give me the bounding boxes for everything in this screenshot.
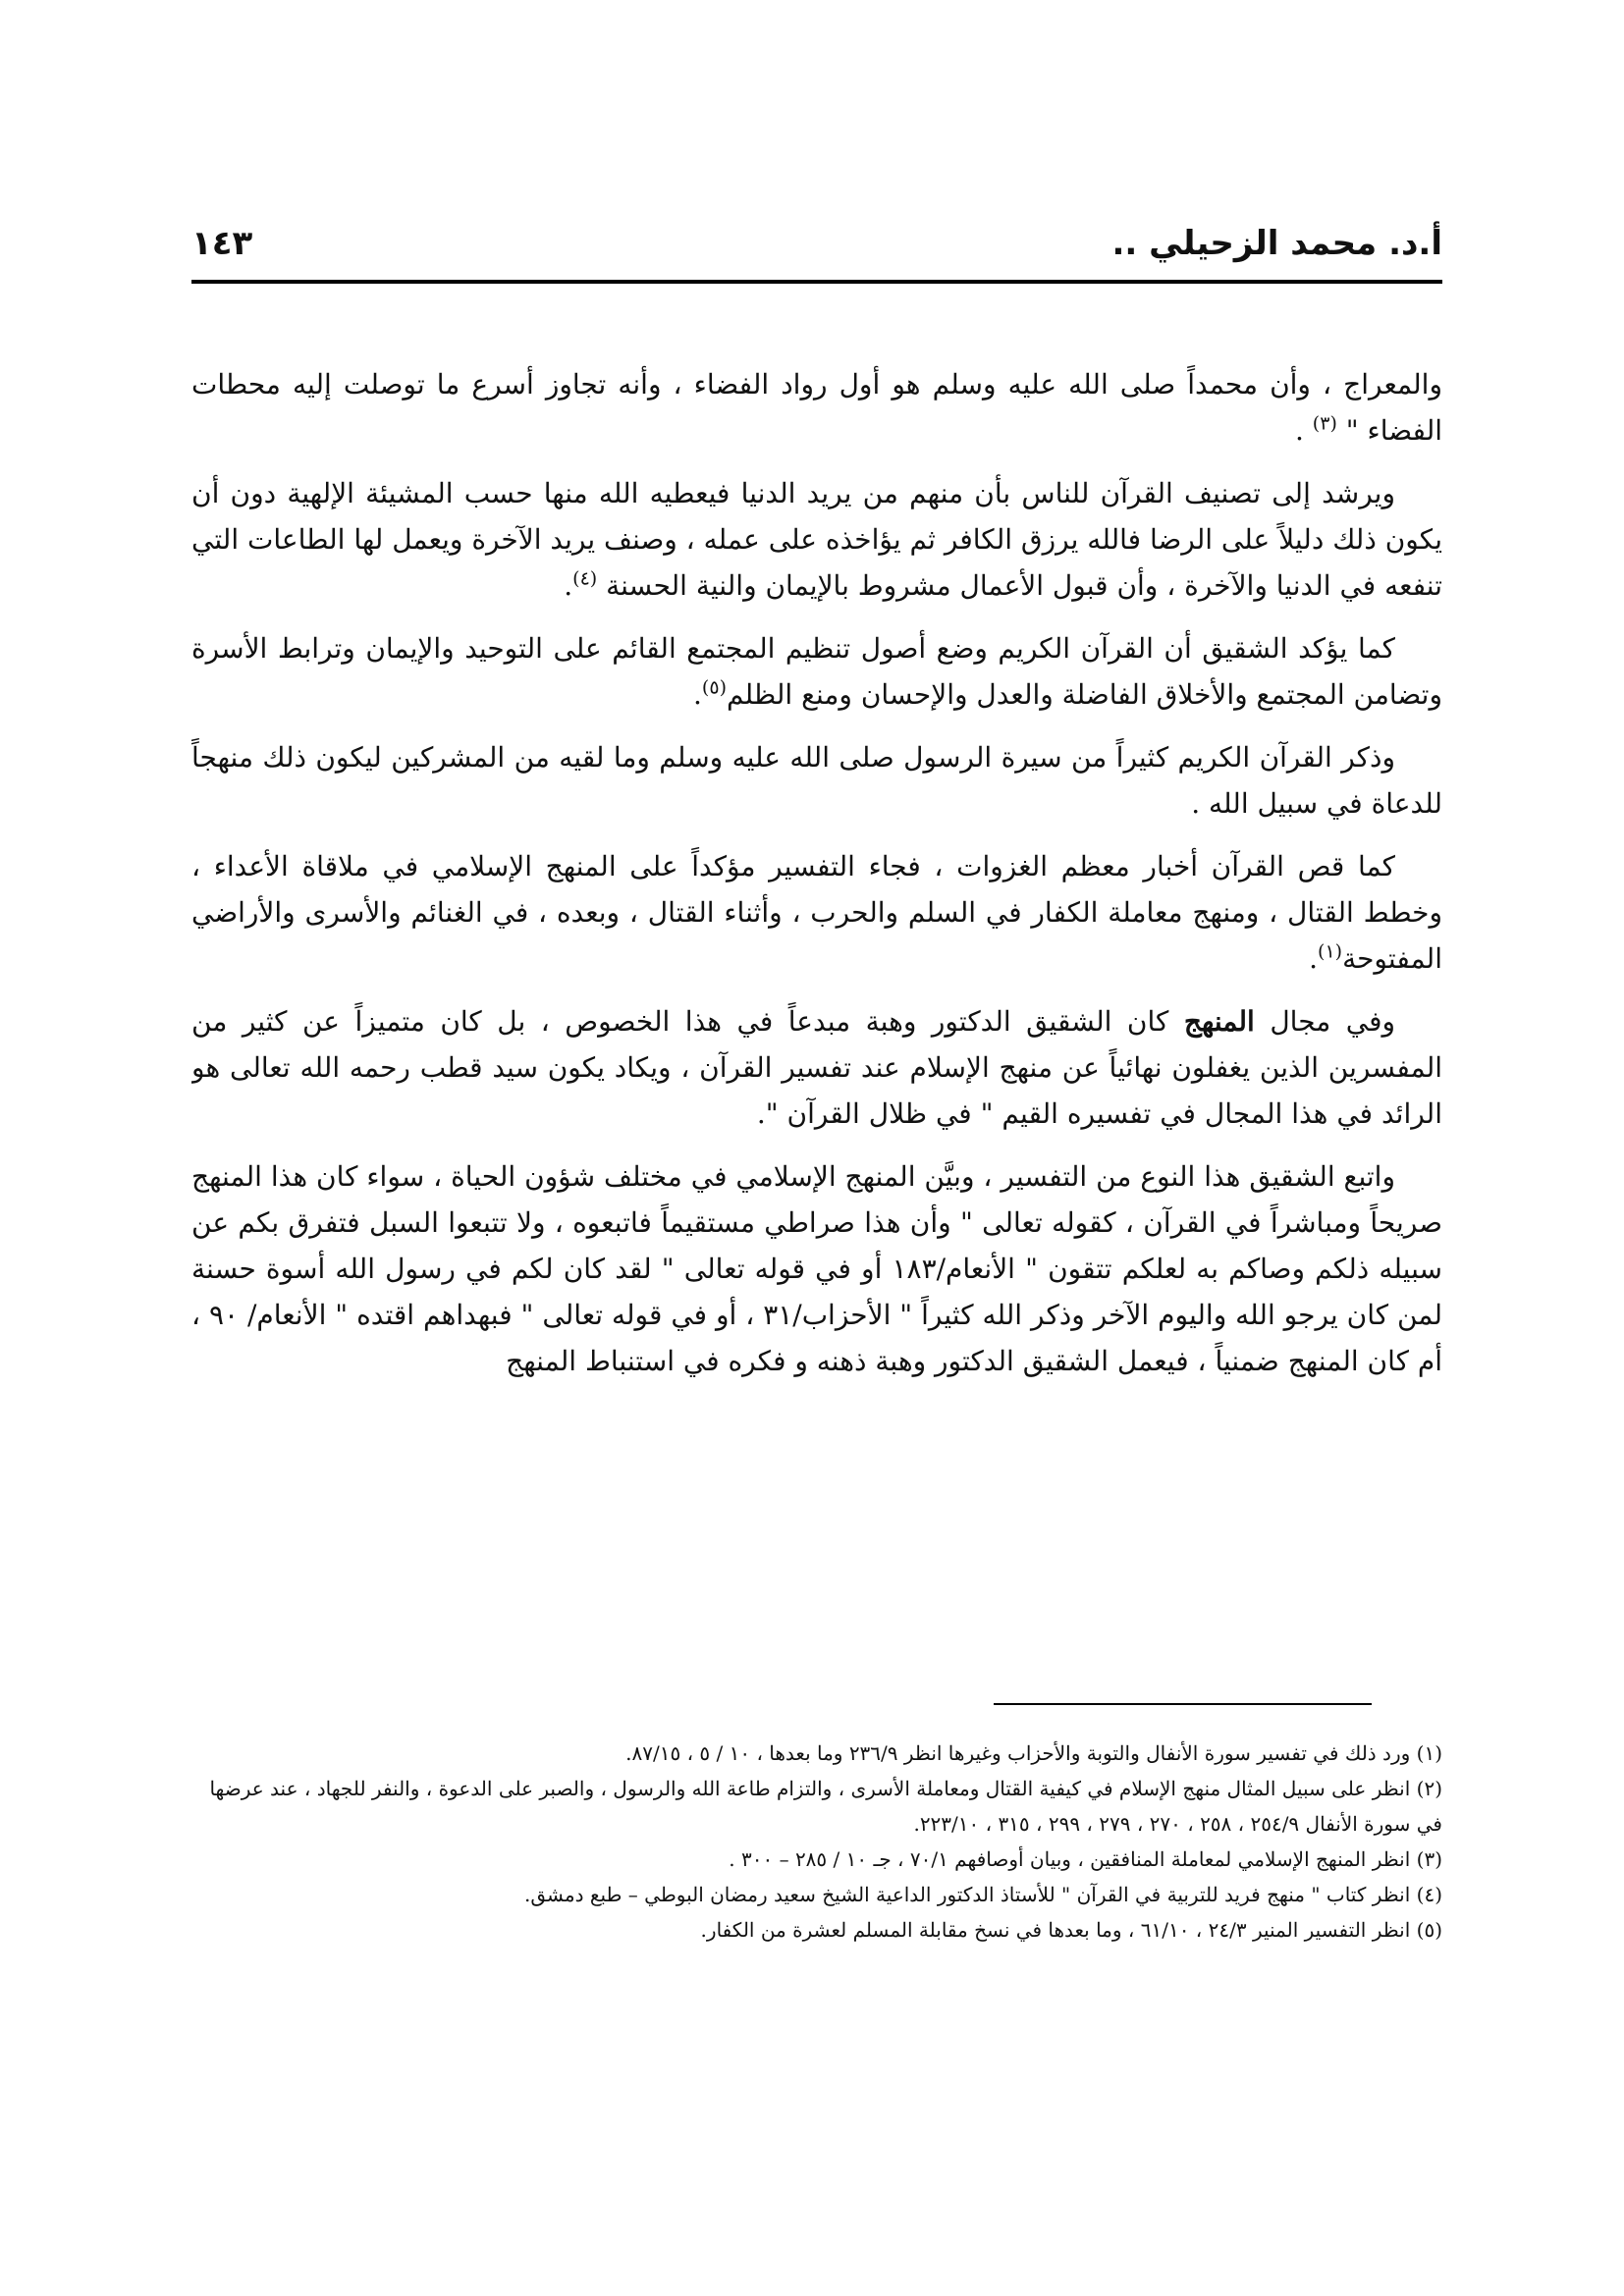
footnote-ref-3: (٣) bbox=[1312, 412, 1337, 435]
paragraph-1-text: والمعراج ، وأن محمداً صلى الله عليه وسلم هو أول رواد الفضاء ، وأنه تجاوز أسرع ما توصلت إليه محطات الفضاء " bbox=[191, 368, 1442, 447]
paragraph-1-end: . bbox=[1294, 414, 1304, 447]
paragraph-5-end: . bbox=[1309, 942, 1319, 975]
paragraph-2-text: ويرشد إلى تصنيف القرآن للناس بأن منهم من يريد الدنيا فيعطيه الله منها حسب المشيئة الإلهية دون أن يكون ذلك دليلاً على الرضا فالله يرزق الكافر ثم يؤاخذه على عمله ، وصنف يريد الآخرة ويعمل لها الطاعات التي تنفعه في الدنيا والآخرة ، وأن قبول الأعمال مشروط بالإيمان والنية الحسنة bbox=[191, 477, 1442, 602]
paragraph-5 bbox=[191, 843, 1442, 982]
header-divider bbox=[191, 280, 1442, 284]
paragraph-5-text: كما قص القرآن أخبار معظم الغزوات ، فجاء التفسير مؤكداً على المنهج الإسلامي في ملاقاة الأعداء ، وخطط القتال ، ومنهج معاملة الكفار في السلم والحرب ، وأثناء القتال ، وبعده ، في الغنائم والأسرى والأراضي المفتوحة bbox=[191, 850, 1442, 975]
footnote-5: (٥) انظر التفسير المنير ٢٤/٣ ، ٦١/١٠ ، وما بعدها في نسخ مقابلة المسلم لعشرة من الكفار. bbox=[700, 1918, 1442, 1942]
running-header-author: أ.د. محمد الزحيلي .. bbox=[1111, 224, 1442, 263]
paragraph-6-start: وفي مجال bbox=[1270, 1005, 1396, 1038]
footnote-2: (٢) انظر على سبيل المثال منهج الإسلام في كيفية القتال ومعاملة الأسرى ، والتزام طاعة الله والرسول ، والصبر على الدعوة ، والنفر للجهاد ، عند عرضها في سورة الأنفال ٢٥٤/٩ ، ٢٥٨ ، ٢٧٠ ، ٢٧٩ ، ٢٩٩ ، ٣١٥ ، ٢٢٣/١٠. bbox=[209, 1777, 1442, 1836]
paragraph-6 bbox=[191, 998, 1442, 1137]
paragraph-7: واتبع الشقيق هذا النوع من التفسير ، وبيَّن المنهج الإسلامي في مختلف شؤون الحياة ، سواء كان هذا المنهج صريحاً ومباشراً في القرآن ، كقوله تعالى " وأن هذا صراطي مستقيماً فاتبعوه ، ولا تتبعوا السبل فتفرق بكم عن سبيله ذلكم وصاكم به لعلكم تتقون " الأنعام/١٨٣ أو في قوله تعالى " لقد كان لكم في رسول الله أسوة حسنة لمن كان يرجو الله واليوم الآخر وذكر الله كثيراً " الأحزاب/٣١ ، أو في قوله تعالى " فبهداهم اقتده " الأنعام/ ٩٠ ، أم كان المنهج ضمنياً ، فيعمل الشقيق الدكتور وهبة ذهنه و فكره في استنباط المنهج bbox=[191, 1160, 1442, 1377]
footnote-4: (٤) انظر كتاب " منهج فريد للتربية في القرآن " للأستاذ الدكتور الداعية الشيخ سعيد رمضان البوطي – طبع دمشق. bbox=[523, 1883, 1442, 1906]
running-header bbox=[191, 218, 1442, 277]
footnote-1: (١) ورد ذلك في تفسير سورة الأنفال والتوبة والأحزاب وغيرها انظر ٢٣٦/٩ وما بعدها ، ١٠ / ٥ ، ٨٧/١٥. bbox=[625, 1741, 1442, 1765]
paragraph-6-rest: كان الشقيق الدكتور وهبة مبدعاً في هذا الخصوص ، بل كان متميزاً عن كثير من المفسرين الذين يغفلون نهائياً عن منهج الإسلام عند تفسير القرآن ، ويكاد يكون سيد قطب رحمه الله تعالى هو الرائد في هذا المجال في تفسيره القيم " في ظلال القرآن ". bbox=[191, 1005, 1442, 1130]
footnotes bbox=[191, 1735, 1442, 1948]
paragraph-6-bold-term: المنهج bbox=[1183, 1005, 1255, 1038]
footnote-ref-1: (١) bbox=[1318, 940, 1343, 963]
footnote-separator bbox=[994, 1703, 1372, 1705]
footnote-ref-4: (٤) bbox=[572, 567, 598, 590]
page-number: ١٤٣ bbox=[191, 224, 253, 263]
footnote-3: (٣) انظر المنهج الإسلامي لمعاملة المنافقين ، وبيان أوصافهم ٧٠/١ ، جـ ١٠ / ٢٨٥ – ٣٠٠ . bbox=[729, 1847, 1442, 1871]
paragraph-3 bbox=[191, 625, 1442, 718]
paragraph-1 bbox=[191, 361, 1442, 454]
paragraph-3-end: . bbox=[693, 678, 702, 711]
footnote-ref-5: (٥) bbox=[701, 676, 727, 699]
paragraph-2 bbox=[191, 470, 1442, 609]
paragraph-4: وذكر القرآن الكريم كثيراً من سيرة الرسول صلى الله عليه وسلم وما لقيه من المشركين ليكون ذلك منهجاً للدعاة في سبيل الله . bbox=[191, 741, 1442, 820]
paragraph-3-text: كما يؤكد الشقيق أن القرآن الكريم وضع أصول تنظيم المجتمع القائم على التوحيد والإيمان وترابط الأسرة وتضامن المجتمع والأخلاق الفاضلة والعدل والإحسان ومنع الظلم bbox=[191, 632, 1442, 711]
paragraph-2-end: . bbox=[564, 569, 573, 602]
main-text bbox=[191, 361, 1442, 1618]
